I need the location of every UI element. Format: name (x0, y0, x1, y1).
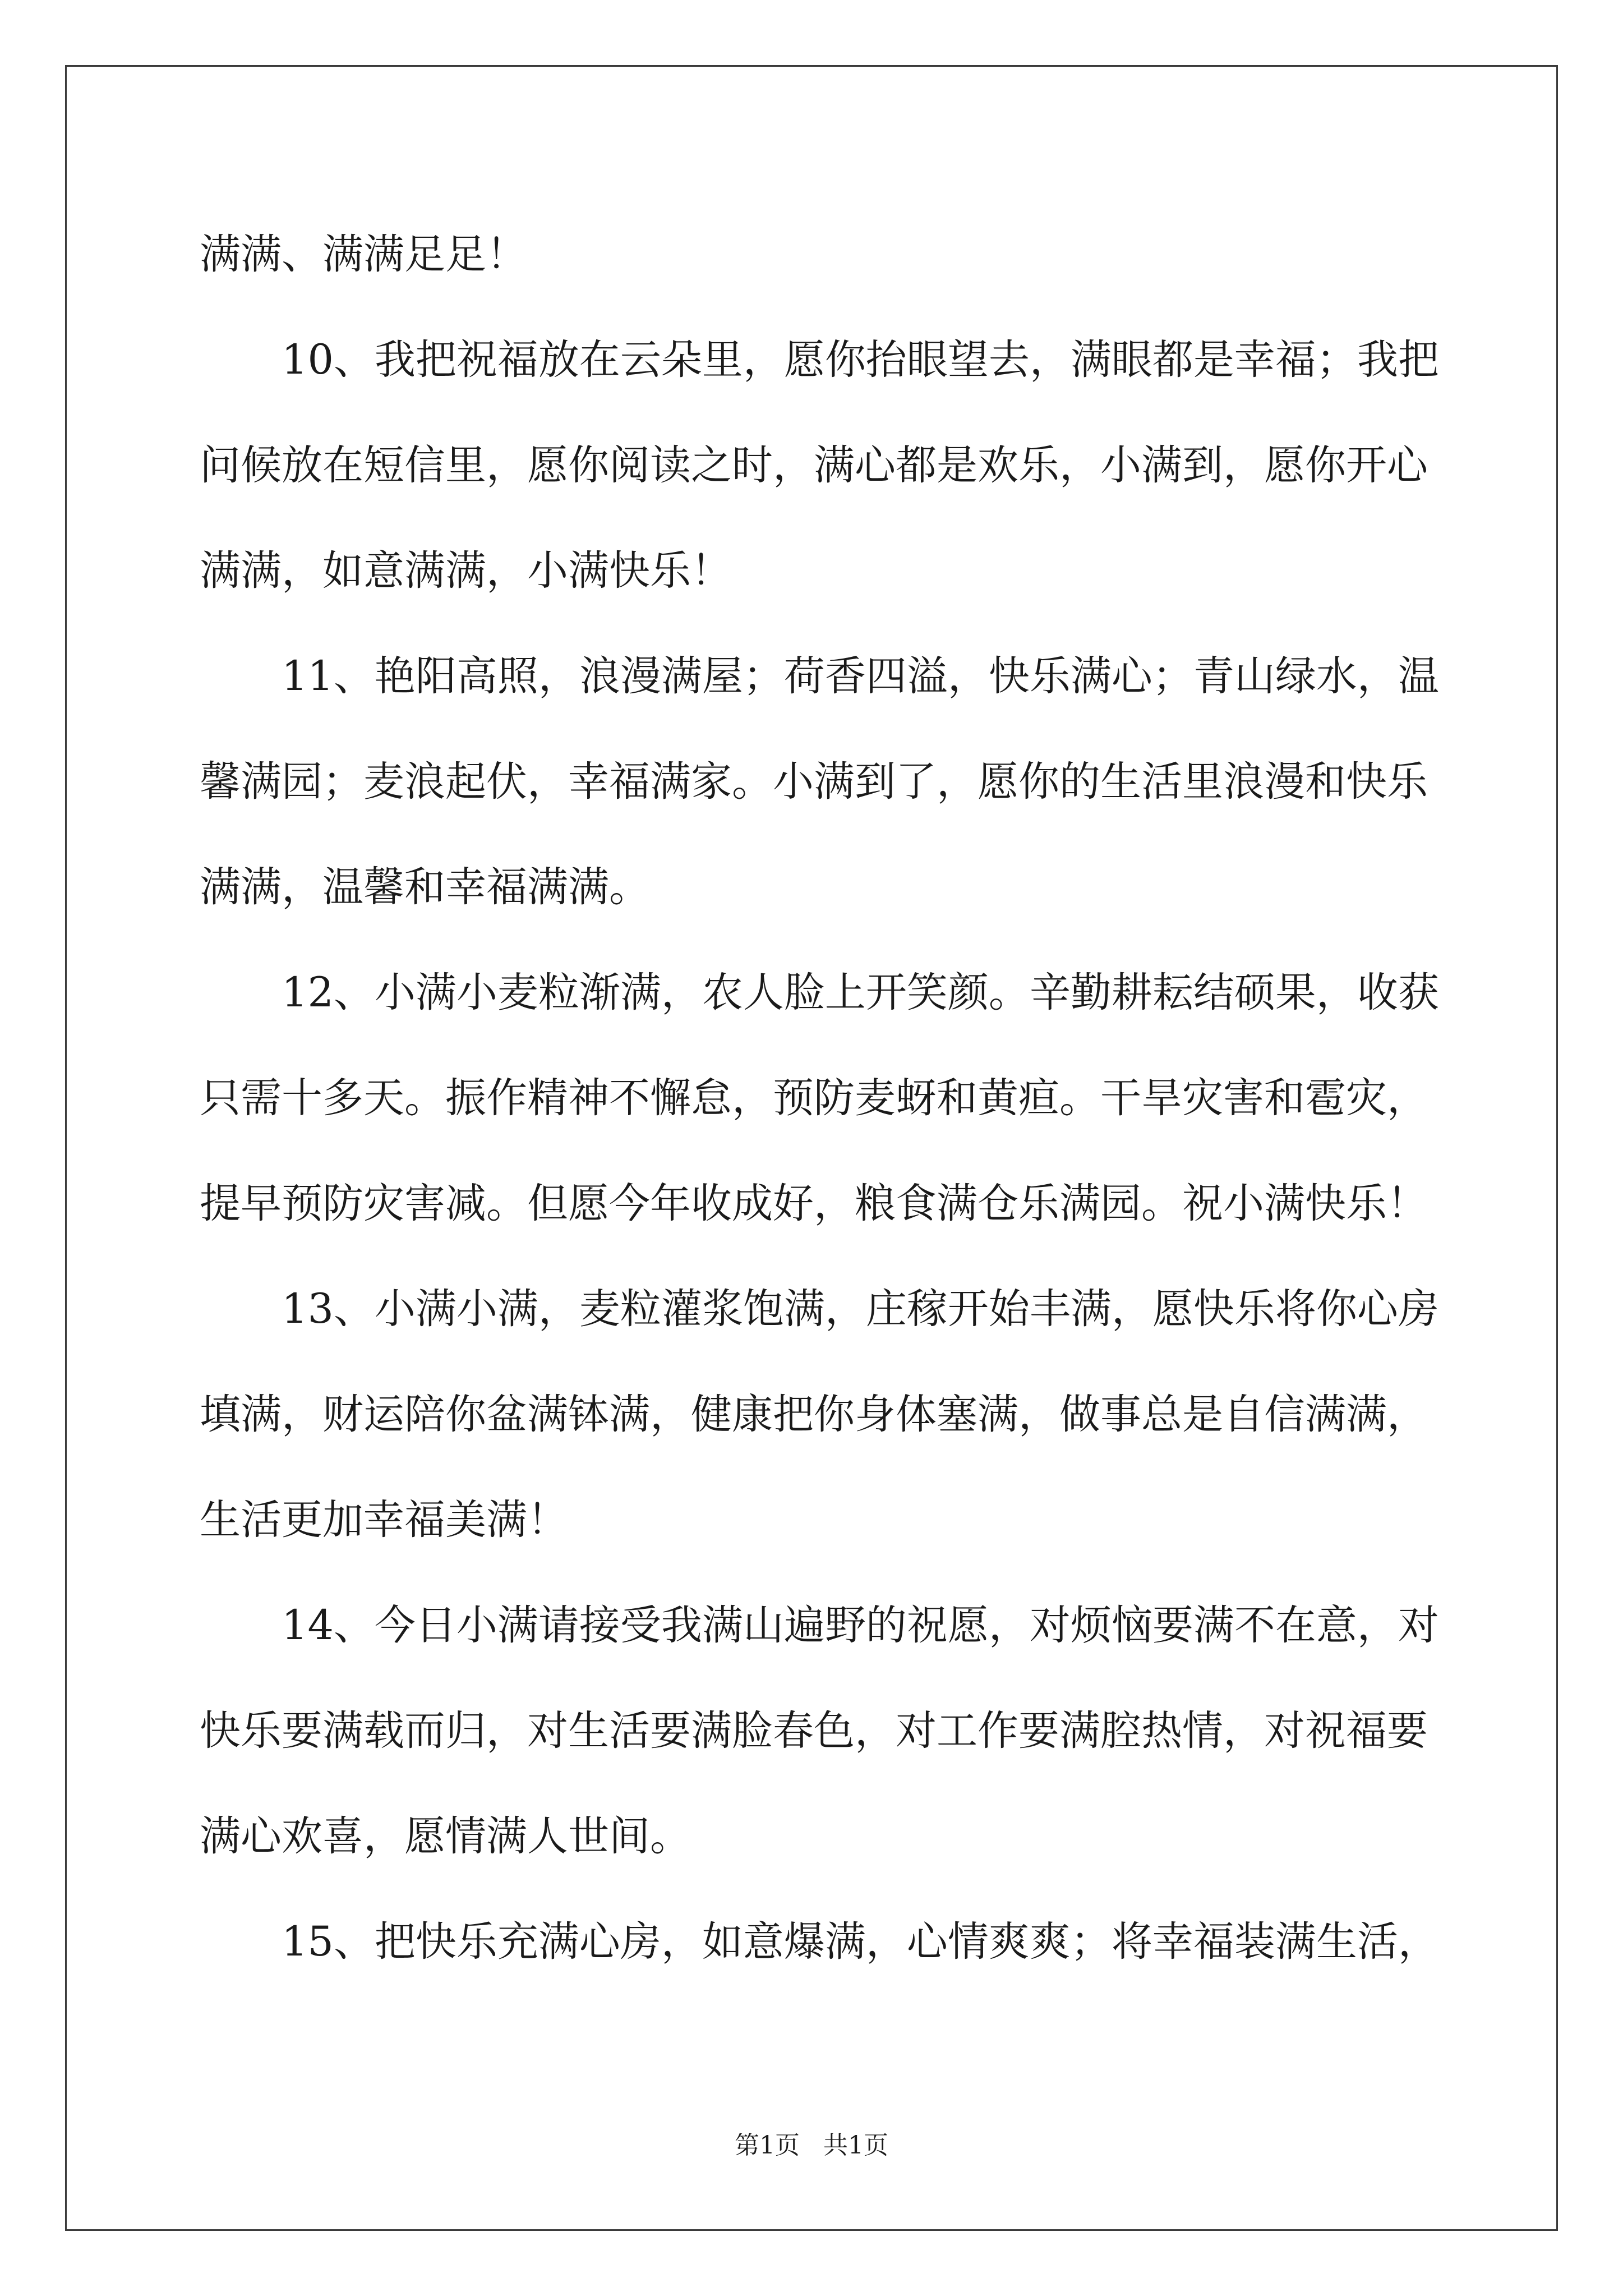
text-line: 问候放在短信里，愿你阅读之时，满心都是欢乐，小满到，愿你开心 (200, 441, 1428, 489)
text-line: 13、小满小满，麦粒灌浆饱满，庄稼开始丰满，愿快乐将你心房 (282, 1285, 1439, 1333)
page-number-footer: 第1页 共1页 (735, 2131, 888, 2160)
text-line: 生活更加幸福美满！ (200, 1496, 568, 1544)
text-line: 15、把快乐充满心房，如意爆满，心情爽爽；将幸福装满生活， (282, 1918, 1439, 1966)
text-line: 满心欢喜，愿情满人世间。 (200, 1812, 691, 1860)
document-body (200, 202, 1439, 1995)
text-line: 满满、满满足足！ (200, 231, 527, 278)
text-line: 提早预防灾害减。但愿今年收成好，粮食满仓乐满园。祝小满快乐！ (200, 1180, 1428, 1227)
text-line: 10、我把祝福放在云朵里，愿你抬眼望去，满眼都是幸福；我把 (282, 336, 1439, 384)
text-line: 馨满园；麦浪起伏，幸福满家。小满到了，愿你的生活里浪漫和快乐 (200, 758, 1428, 806)
text-line: 14、今日小满请接受我满山遍野的祝愿，对烦恼要满不在意，对 (282, 1602, 1439, 1649)
text-line: 满满，如意满满，小满快乐！ (200, 547, 732, 595)
text-line: 只需十多天。振作精神不懈怠，预防麦蚜和黄疸。干旱灾害和雹灾， (200, 1074, 1428, 1122)
text-line: 12、小满小麦粒渐满，农人脸上开笑颜。辛勤耕耘结硕果，收获 (282, 969, 1439, 1016)
text-line: 填满，财运陪你盆满钵满，健康把你身体塞满，做事总是自信满满， (200, 1391, 1428, 1438)
text-line: 满满，温馨和幸福满满。 (200, 863, 650, 911)
text-line: 11、艳阳高照，浪漫满屋；荷香四溢，快乐满心；青山绿水，温 (282, 652, 1439, 700)
text-line: 快乐要满载而归，对生活要满脸春色，对工作要满腔热情，对祝福要 (200, 1707, 1428, 1755)
